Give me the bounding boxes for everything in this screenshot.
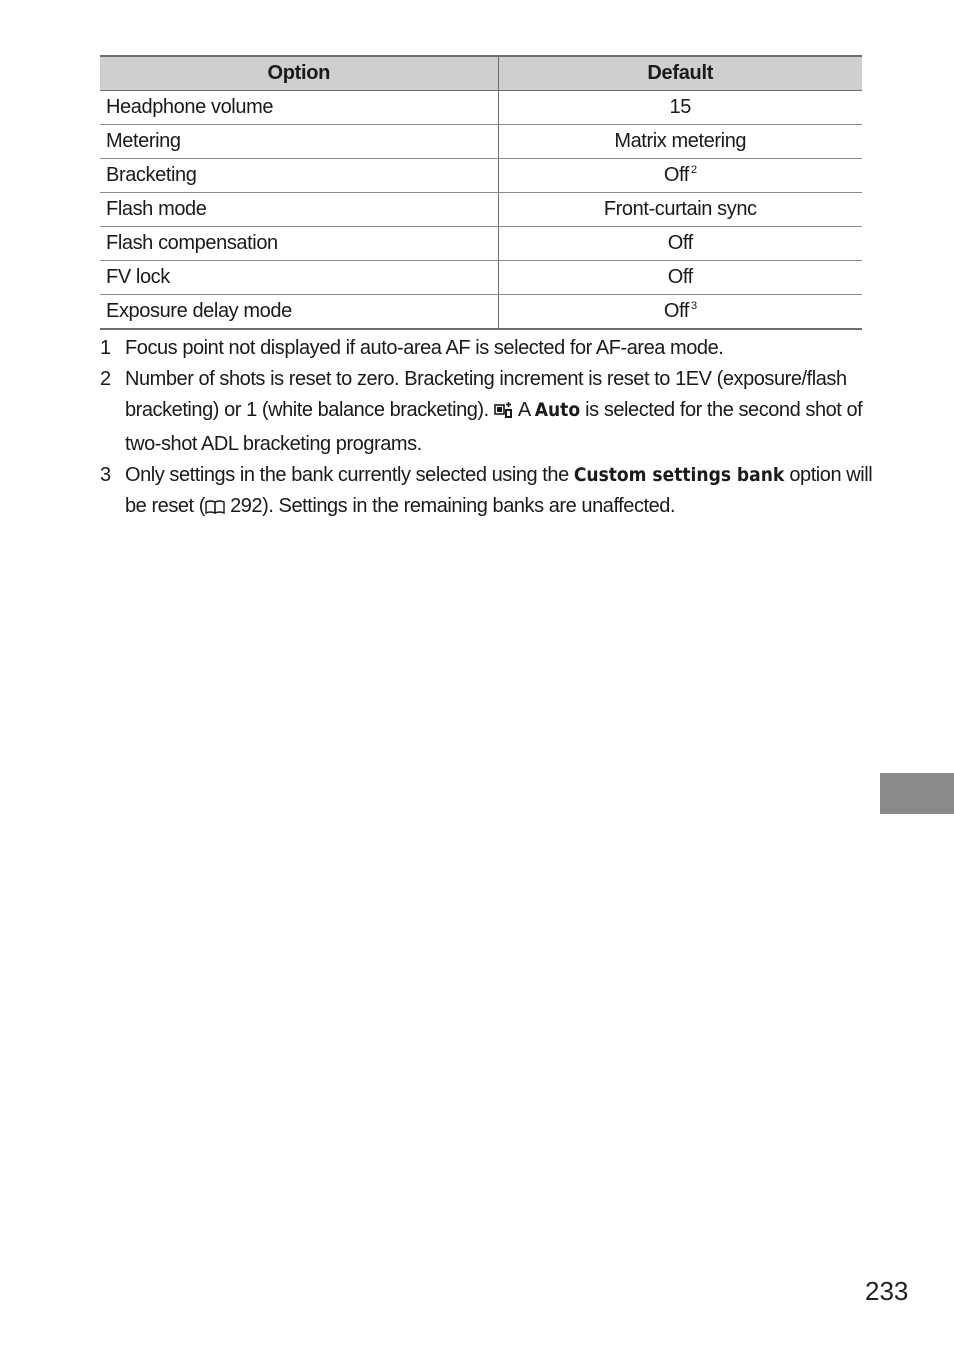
footnote-text-part: option will be reset ( <box>125 464 873 517</box>
option-cell: Headphone volume <box>100 91 498 125</box>
footnote-1 <box>100 333 880 364</box>
book-reference-icon <box>205 494 225 525</box>
column-header-default: Default <box>498 56 862 91</box>
defaults-table <box>100 55 862 330</box>
footnote-text: Focus point not displayed if auto-area AF is selected for AF-area mode. <box>125 337 724 359</box>
page-reference: 292 <box>224 495 263 517</box>
option-cell: Exposure delay mode <box>100 295 498 330</box>
page-number: 233 <box>865 1276 909 1306</box>
default-cell <box>498 159 862 193</box>
custom-settings-bank-label: Custom settings bank <box>573 464 785 486</box>
table-row <box>100 295 862 330</box>
section-tab-marker <box>880 773 954 814</box>
table-body <box>100 91 862 330</box>
default-cell <box>498 193 862 227</box>
footnote-marker: 2 <box>690 164 697 176</box>
table-row <box>100 91 862 125</box>
footnote-2 <box>100 364 880 460</box>
column-header-option: Option <box>100 56 498 91</box>
footnote-number: 3 <box>100 464 111 486</box>
footnote-text <box>125 460 880 525</box>
default-cell <box>498 125 862 159</box>
option-cell: FV lock <box>100 261 498 295</box>
default-value: Off <box>667 266 693 288</box>
footnote-3 <box>100 460 880 525</box>
option-cell: Metering <box>100 125 498 159</box>
default-value: Off <box>663 164 689 186</box>
auto-menu-label: Auto <box>534 399 581 421</box>
option-cell: Flash compensation <box>100 227 498 261</box>
option-cell: Bracketing <box>100 159 498 193</box>
footnote-text-part: Number of shots is reset to zero. Bracketing increment is reset to 1EV (exposure/flash bracketing) or 1 (white balance bracketing). <box>125 368 847 421</box>
default-value: Off <box>663 300 689 322</box>
footnote-text-part: Only settings in the bank currently selected using the <box>125 464 574 486</box>
footnote-marker: 3 <box>690 300 697 312</box>
default-value: Front-curtain sync <box>603 198 757 220</box>
option-cell: Flash mode <box>100 193 498 227</box>
footnotes <box>100 333 880 525</box>
adl-letter: A <box>513 399 535 421</box>
footnote-number: 2 <box>100 368 111 390</box>
default-value: Off <box>667 232 693 254</box>
footnote-text-part: is selected for the second shot of two-shot ADL bracketing programs. <box>125 399 863 455</box>
default-value: 15 <box>669 96 691 118</box>
table-row <box>100 125 862 159</box>
default-cell <box>498 91 862 125</box>
default-cell <box>498 227 862 261</box>
table-row <box>100 227 862 261</box>
footnote-text <box>125 364 880 460</box>
footnote-number: 1 <box>100 337 111 359</box>
default-value: Matrix metering <box>614 130 747 152</box>
active-d-lighting-icon <box>494 398 514 429</box>
footnote-text-part: ). Settings in the remaining banks are unaffected. <box>262 495 676 517</box>
table-header-row <box>100 56 862 91</box>
default-cell <box>498 261 862 295</box>
table-row <box>100 159 862 193</box>
table-row <box>100 193 862 227</box>
table-row <box>100 261 862 295</box>
default-cell <box>498 295 862 330</box>
